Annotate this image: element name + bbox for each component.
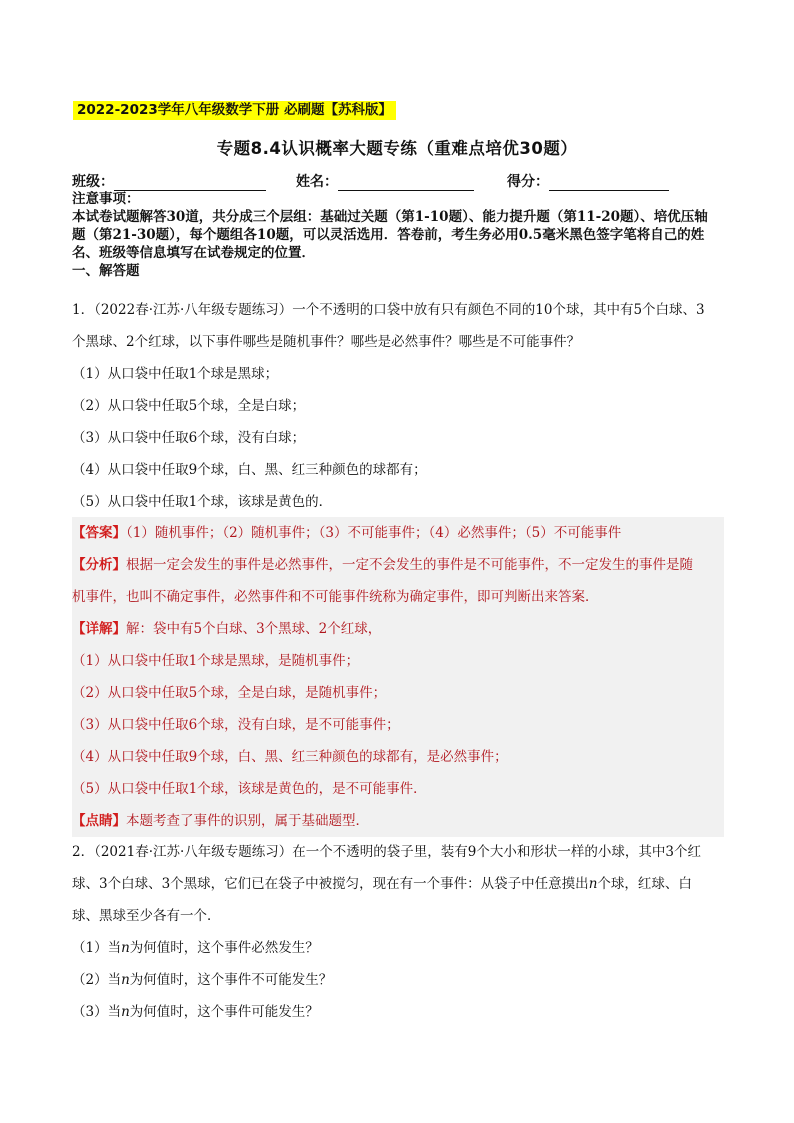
notes-line: 本试卷试题解答30道，共分成三个层组：基础过关题（第1-10题）、能力提升题（第11-20题）、培优压轴 (72, 209, 708, 225)
question-2 (72, 836, 728, 1028)
detail-tag: 【详解】 (72, 621, 126, 637)
score-label: 得分： (507, 174, 549, 190)
question-text: 球、黑球至少各有一个． (72, 908, 221, 924)
question-1 (72, 294, 728, 518)
variable-n: n (121, 1004, 130, 1020)
question-text: 1．（2022春·江苏·八年级专题练习）一个不透明的口袋中放有只有颜色不同的10个球，其中有5个白球、3 (72, 302, 705, 318)
variable-n: n (121, 972, 130, 988)
point-line (72, 805, 724, 837)
question-item: （1）当n为何值时，这个事件必然发生？ (72, 940, 319, 956)
detail-item: （2）从口袋中任取5个球，全是白球，是随机事件； (72, 685, 387, 701)
variable-n: n (588, 876, 598, 892)
series-badge: 2022-2023学年八年级数学下册 必刷题【苏科版】 (73, 101, 396, 120)
question-text: 2．（2021春·江苏·八年级专题练习）在一个不透明的袋子里，装有9个大小和形状一样的小球，其中3个红 (72, 844, 701, 860)
detail-item: （4）从口袋中任取9个球，白、黑、红三种颜色的球都有，是必然事件； (72, 749, 508, 765)
name-field (296, 171, 474, 191)
question-item: （2）从口袋中任取5个球，全是白球； (72, 398, 306, 414)
class-blank[interactable] (114, 175, 266, 191)
detail-item: （1）从口袋中任取1个球是黑球，是随机事件； (72, 653, 360, 669)
question-item: （3）从口袋中任取6个球，没有白球； (72, 430, 306, 446)
notes-block (72, 190, 728, 280)
question-item: （3）当n为何值时，这个事件可能发生？ (72, 1004, 319, 1020)
answer-tag: 【答案】 (72, 525, 126, 541)
detail-item: （3）从口袋中任取6个球，没有白球，是不可能事件； (72, 717, 400, 733)
class-label: 班级： (72, 174, 114, 190)
notes-heading: 注意事项： (72, 191, 140, 207)
question-item: （5）从口袋中任取1个球，该球是黄色的． (72, 494, 333, 510)
question-item: （2）当n为何值时，这个事件不可能发生？ (72, 972, 333, 988)
solution-block (72, 517, 724, 837)
question-item: （1）从口袋中任取1个球是黑球； (72, 366, 279, 382)
detail-line (72, 613, 724, 645)
page-title: 专题8.4认识概率大题专练（重难点培优30题） (216, 139, 578, 158)
class-field (72, 171, 266, 191)
point-text: 本题考查了事件的识别，属于基础题型． (126, 813, 369, 829)
answer-text: （1）随机事件；（2）随机事件；（3）不可能事件；（4）必然事件；（5）不可能事件 (126, 525, 622, 541)
notes-line: 题（第21-30题），每个题组各10题，可以灵活选用．答卷前，考生务必用0.5毫米黑色签字笔将自己的姓 (72, 227, 705, 243)
score-field (507, 171, 669, 191)
analysis-text: 根据一定会发生的事件是必然事件，一定不会发生的事件是不可能事件，不一定发生的事件是随 (126, 557, 693, 573)
name-label: 姓名： (296, 174, 338, 190)
question-text: 个黑球、2个红球，以下事件哪些是随机事件？哪些是必然事件？哪些是不可能事件？ (72, 334, 581, 350)
analysis-line (72, 549, 724, 581)
detail-item: （5）从口袋中任取1个球，该球是黄色的，是不可能事件． (72, 781, 427, 797)
answer-line (72, 517, 724, 549)
analysis-tag: 【分析】 (72, 557, 126, 573)
point-tag: 【点睛】 (72, 813, 126, 829)
analysis-line: 机事件，也叫不确定事件，必然事件和不可能事件统称为确定事件，即可判断出来答案． (72, 589, 599, 605)
section-heading: 一、解答题 (72, 263, 140, 279)
score-blank[interactable] (549, 175, 669, 191)
variable-n: n (121, 940, 130, 956)
notes-line: 名、班级等信息填写在试卷规定的位置． (72, 245, 315, 261)
question-text: 球、3个白球、3个黑球，它们已在袋子中被搅匀，现在有一个事件：从袋子中任意摸出n个球，红球、白 (72, 876, 692, 892)
detail-intro: 解：袋中有5个白球、3个黑球、2个红球， (126, 621, 382, 637)
question-item: （4）从口袋中任取9个球，白、黑、红三种颜色的球都有； (72, 462, 427, 478)
name-blank[interactable] (338, 175, 474, 191)
